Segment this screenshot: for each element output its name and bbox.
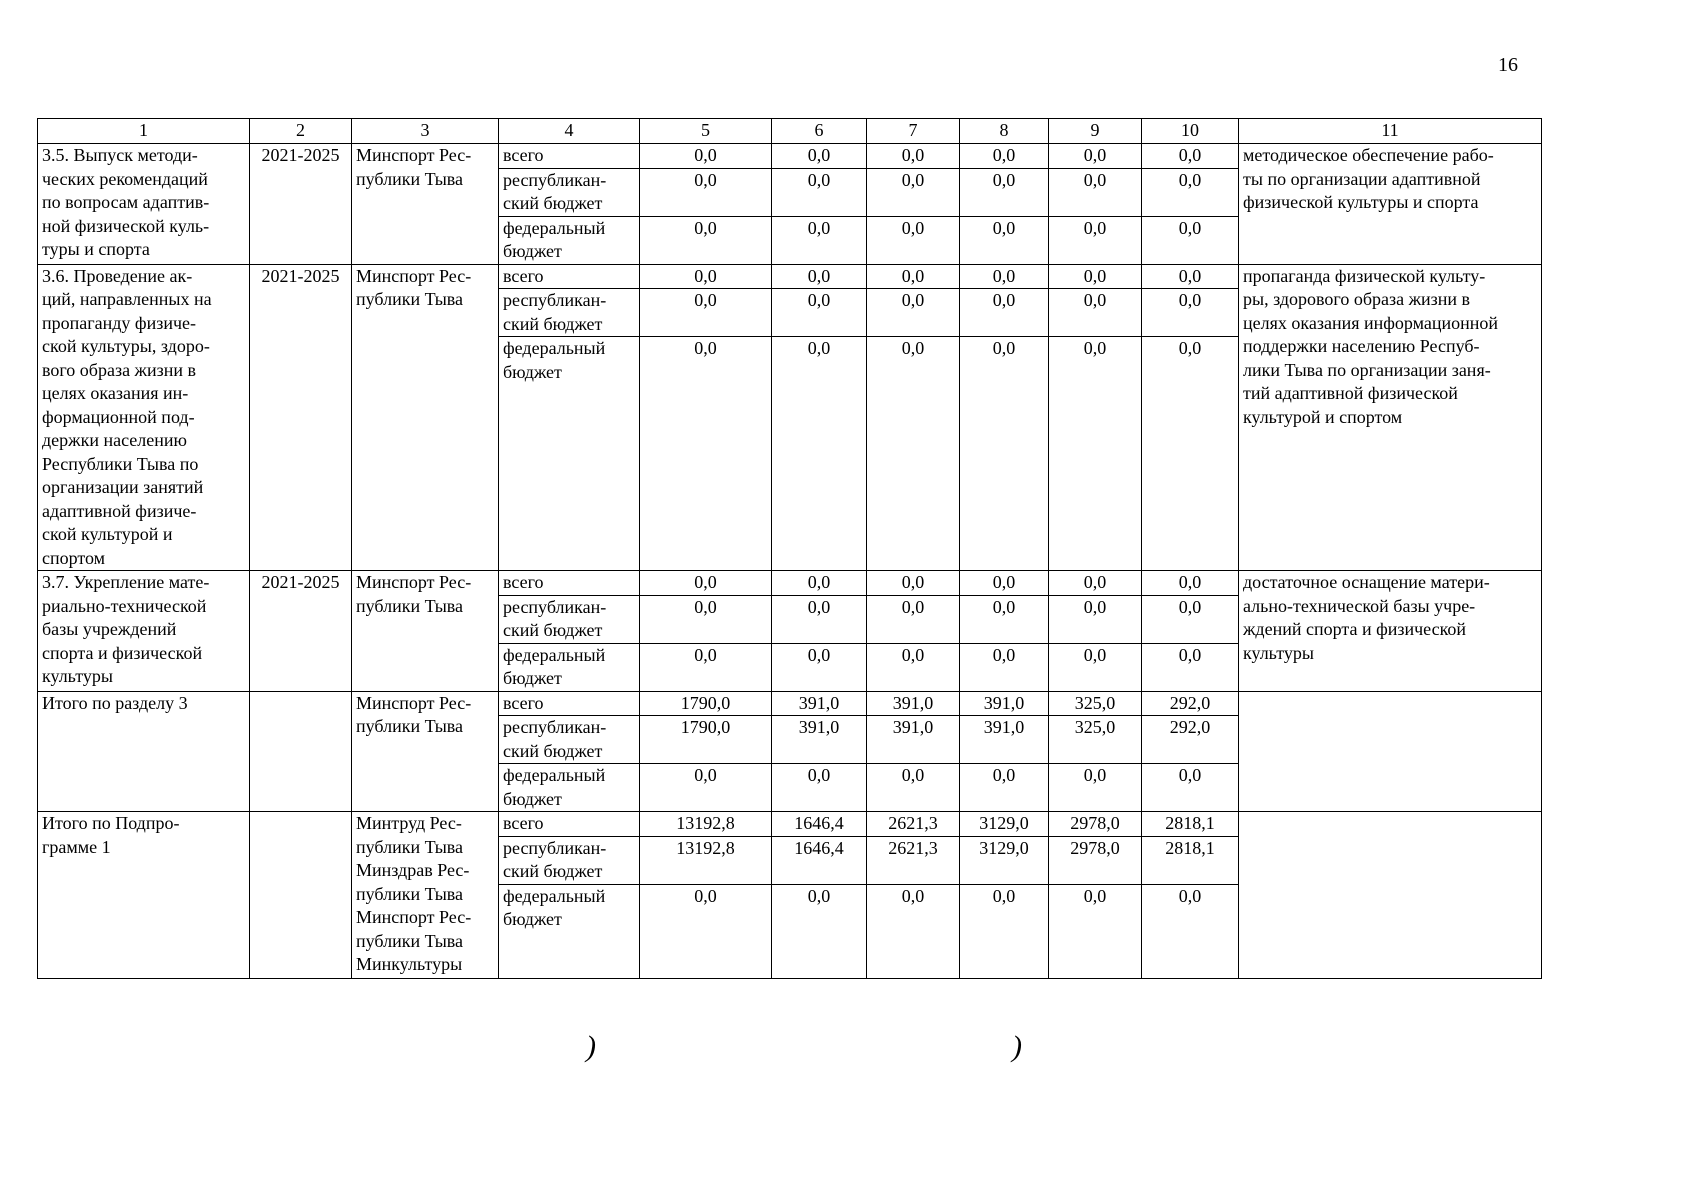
value-cell: 391,0: [867, 691, 960, 716]
value-cell: 0,0: [1049, 571, 1142, 596]
value-cell: 0,0: [1142, 289, 1239, 337]
value-cell: 0,0: [640, 643, 772, 691]
source-cell: всего: [499, 144, 640, 169]
value-cell: 0,0: [1049, 337, 1142, 571]
result-cell: пропаганда физической культу- ры, здорового образа жизни в целях оказания информационной поддержки населению Респуб- лики Тыва по организации заня- тий адаптивной физической культурой и спортом: [1239, 264, 1542, 571]
source-cell: всего: [499, 571, 640, 596]
value-cell: 0,0: [1142, 216, 1239, 264]
executor-cell: Минспорт Рес- публики Тыва: [352, 571, 499, 692]
handwritten-mark: ): [586, 1030, 596, 1063]
value-cell: 0,0: [960, 643, 1049, 691]
value-cell: 2621,3: [867, 836, 960, 884]
measure-cell: 3.5. Выпуск методи- ческих рекомендаций по вопросам адаптив- ной физической куль- туры и спорта: [38, 144, 250, 265]
measure-cell: 3.7. Укрепление мате- риально-технической базы учреждений спорта и физической культуры: [38, 571, 250, 692]
column-header: 9: [1049, 119, 1142, 144]
result-cell: [1239, 691, 1542, 812]
value-cell: 0,0: [640, 144, 772, 169]
value-cell: 0,0: [640, 264, 772, 289]
value-cell: 391,0: [867, 716, 960, 764]
table-row: [38, 691, 1542, 716]
value-cell: 0,0: [960, 216, 1049, 264]
value-cell: 0,0: [960, 168, 1049, 216]
value-cell: 391,0: [772, 716, 867, 764]
value-cell: 0,0: [1142, 168, 1239, 216]
period-cell: 2021-2025: [250, 571, 352, 692]
period-cell: [250, 691, 352, 812]
value-cell: 0,0: [1142, 144, 1239, 169]
value-cell: 0,0: [1142, 595, 1239, 643]
value-cell: 0,0: [867, 216, 960, 264]
value-cell: 1646,4: [772, 836, 867, 884]
value-cell: 0,0: [772, 216, 867, 264]
executor-cell: Минспорт Рес- публики Тыва: [352, 144, 499, 265]
value-cell: 0,0: [772, 595, 867, 643]
value-cell: 0,0: [867, 289, 960, 337]
value-cell: 0,0: [1049, 764, 1142, 812]
value-cell: 1790,0: [640, 691, 772, 716]
value-cell: 0,0: [1142, 764, 1239, 812]
source-cell: всего: [499, 691, 640, 716]
executor-cell: Минспорт Рес- публики Тыва: [352, 691, 499, 812]
header-row: [38, 119, 1542, 144]
value-cell: 1646,4: [772, 812, 867, 837]
source-cell: всего: [499, 264, 640, 289]
value-cell: 0,0: [640, 289, 772, 337]
period-cell: 2021-2025: [250, 144, 352, 265]
value-cell: 0,0: [867, 337, 960, 571]
value-cell: 2818,1: [1142, 836, 1239, 884]
value-cell: 0,0: [867, 264, 960, 289]
period-cell: [250, 812, 352, 979]
value-cell: 292,0: [1142, 691, 1239, 716]
table-row: [38, 264, 1542, 289]
result-cell: методическое обеспечение рабо- ты по организации адаптивной физической культуры и спорта: [1239, 144, 1542, 265]
value-cell: 0,0: [960, 289, 1049, 337]
source-cell: федеральный бюджет: [499, 216, 640, 264]
source-cell: федеральный бюджет: [499, 884, 640, 978]
column-header: 11: [1239, 119, 1542, 144]
value-cell: 2621,3: [867, 812, 960, 837]
value-cell: 0,0: [1142, 643, 1239, 691]
value-cell: 0,0: [960, 884, 1049, 978]
value-cell: 325,0: [1049, 716, 1142, 764]
column-header: 10: [1142, 119, 1239, 144]
value-cell: 391,0: [960, 691, 1049, 716]
value-cell: 0,0: [960, 571, 1049, 596]
executor-cell: Минтруд Рес- публики Тыва Минздрав Рес- публики Тыва Минспорт Рес- публики Тыва Минкультуры: [352, 812, 499, 979]
value-cell: 0,0: [772, 144, 867, 169]
value-cell: 0,0: [640, 337, 772, 571]
value-cell: 0,0: [772, 264, 867, 289]
value-cell: 0,0: [640, 571, 772, 596]
value-cell: 0,0: [960, 264, 1049, 289]
value-cell: 0,0: [867, 595, 960, 643]
result-cell: достаточное оснащение матери- ально-технической базы учре- ждений спорта и физической культуры: [1239, 571, 1542, 692]
value-cell: 0,0: [772, 884, 867, 978]
value-cell: 0,0: [867, 144, 960, 169]
source-cell: федеральный бюджет: [499, 337, 640, 571]
value-cell: 0,0: [1142, 264, 1239, 289]
source-cell: республикан- ский бюджет: [499, 716, 640, 764]
table-row: [38, 812, 1542, 837]
value-cell: 0,0: [867, 764, 960, 812]
value-cell: 13192,8: [640, 836, 772, 884]
column-header: 6: [772, 119, 867, 144]
value-cell: 0,0: [1049, 264, 1142, 289]
value-cell: 0,0: [1049, 216, 1142, 264]
value-cell: 0,0: [640, 884, 772, 978]
value-cell: 0,0: [772, 643, 867, 691]
value-cell: 0,0: [772, 289, 867, 337]
handwritten-mark: ): [1012, 1030, 1022, 1063]
executor-cell: Минспорт Рес- публики Тыва: [352, 264, 499, 571]
source-cell: республикан- ский бюджет: [499, 289, 640, 337]
period-cell: 2021-2025: [250, 264, 352, 571]
value-cell: 0,0: [1049, 643, 1142, 691]
value-cell: 0,0: [772, 571, 867, 596]
value-cell: 2818,1: [1142, 812, 1239, 837]
column-header: 8: [960, 119, 1049, 144]
value-cell: 0,0: [1142, 337, 1239, 571]
value-cell: 0,0: [960, 595, 1049, 643]
value-cell: 391,0: [772, 691, 867, 716]
value-cell: 0,0: [867, 571, 960, 596]
value-cell: 0,0: [867, 643, 960, 691]
value-cell: 0,0: [1049, 884, 1142, 978]
value-cell: 0,0: [1142, 884, 1239, 978]
source-cell: республикан- ский бюджет: [499, 836, 640, 884]
column-header: 7: [867, 119, 960, 144]
column-header: 2: [250, 119, 352, 144]
value-cell: 2978,0: [1049, 812, 1142, 837]
value-cell: 3129,0: [960, 836, 1049, 884]
value-cell: 0,0: [960, 764, 1049, 812]
page-number: 16: [1498, 54, 1518, 76]
value-cell: 391,0: [960, 716, 1049, 764]
column-header: 4: [499, 119, 640, 144]
measure-cell: Итого по разделу 3: [38, 691, 250, 812]
value-cell: 0,0: [640, 168, 772, 216]
value-cell: 0,0: [867, 168, 960, 216]
value-cell: 0,0: [640, 764, 772, 812]
source-cell: федеральный бюджет: [499, 764, 640, 812]
source-cell: федеральный бюджет: [499, 643, 640, 691]
value-cell: 0,0: [1049, 289, 1142, 337]
value-cell: 0,0: [960, 144, 1049, 169]
source-cell: всего: [499, 812, 640, 837]
measure-cell: Итого по Подпро- грамме 1: [38, 812, 250, 979]
value-cell: 0,0: [960, 337, 1049, 571]
source-cell: республикан- ский бюджет: [499, 168, 640, 216]
table-row: [38, 571, 1542, 596]
table-body: [38, 119, 1542, 979]
value-cell: 0,0: [640, 216, 772, 264]
measure-cell: 3.6. Проведение ак- ций, направленных на пропаганду физиче- ской культуры, здоро- вого образа жизни в целях оказания ин- формационной под- держки населению Республики Тыва по организации занятий адаптивной физиче- ской культурой и спортом: [38, 264, 250, 571]
table-row: [38, 144, 1542, 169]
value-cell: 0,0: [1049, 144, 1142, 169]
result-cell: [1239, 812, 1542, 979]
value-cell: 292,0: [1142, 716, 1239, 764]
value-cell: 3129,0: [960, 812, 1049, 837]
value-cell: 0,0: [1142, 571, 1239, 596]
value-cell: 1790,0: [640, 716, 772, 764]
value-cell: 325,0: [1049, 691, 1142, 716]
column-header: 3: [352, 119, 499, 144]
financing-table: [37, 118, 1542, 979]
value-cell: 0,0: [772, 337, 867, 571]
column-header: 1: [38, 119, 250, 144]
value-cell: 0,0: [640, 595, 772, 643]
value-cell: 2978,0: [1049, 836, 1142, 884]
column-header: 5: [640, 119, 772, 144]
value-cell: 0,0: [1049, 168, 1142, 216]
value-cell: 0,0: [772, 168, 867, 216]
value-cell: 13192,8: [640, 812, 772, 837]
value-cell: 0,0: [1049, 595, 1142, 643]
value-cell: 0,0: [772, 764, 867, 812]
value-cell: 0,0: [867, 884, 960, 978]
source-cell: республикан- ский бюджет: [499, 595, 640, 643]
